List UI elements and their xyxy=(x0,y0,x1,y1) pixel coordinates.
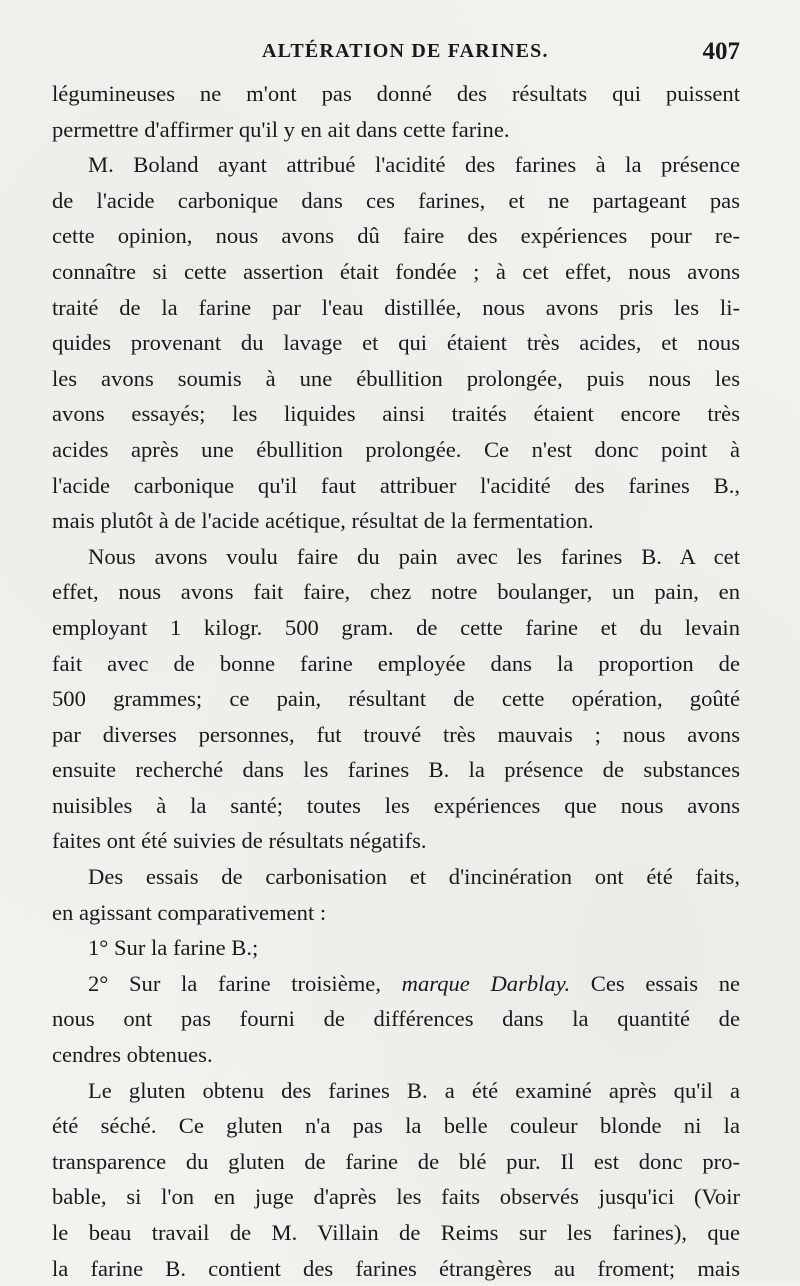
text-line: transparence du gluten de farine de blé pur. Il est donc pro- xyxy=(52,1148,740,1174)
text-line: de l'acide carbonique dans ces farines, et ne partageant pas xyxy=(52,187,740,213)
text-line: en agissant comparativement : xyxy=(52,899,327,925)
italic-brand-name: marque Darblay. xyxy=(401,970,571,996)
text-line: les avons soumis à une ébullition prolongée, puis nous les xyxy=(52,365,740,391)
text-line: cette opinion, nous avons dû faire des expériences pour re- xyxy=(52,223,740,249)
list-item-2-text: 2° Sur la farine troisième, xyxy=(88,970,402,996)
text-line: avons essayés; les liquides ainsi traités étaient encore très xyxy=(52,401,740,427)
running-head xyxy=(52,38,740,74)
list-item-2 xyxy=(52,966,740,1002)
text-line: bable, si l'on en juge d'après les faits observés jusqu'ici (Voir xyxy=(52,1184,740,1210)
paragraph-start-line: M. Boland ayant attribué l'acidité des farines à la présence xyxy=(88,152,740,178)
text-line: cendres obtenues. xyxy=(52,1042,213,1068)
text-line: acides après une ébullition prolongée. Ce n'est donc point à xyxy=(52,436,740,462)
text-line: nuisibles à la santé; toutes les expériences que nous avons xyxy=(52,792,740,818)
list-item-2-tail: Ces essais ne xyxy=(570,970,741,996)
paragraph-start-line: Des essais de carbonisation et d'incinération ont été faits, xyxy=(88,864,740,890)
paragraph-start-line: Le gluten obtenu des farines B. a été examiné après qu'il a xyxy=(88,1077,740,1103)
text-line: ensuite recherché dans les farines B. la présence de substances xyxy=(52,757,740,783)
text-line: quides provenant du lavage et qui étaient très acides, et nous xyxy=(52,330,740,356)
paragraph-start-line: Nous avons voulu faire du pain avec les farines B. A cet xyxy=(88,543,740,569)
text-line: effet, nous avons fait faire, chez notre boulanger, un pain, en xyxy=(52,579,740,605)
running-title: ALTÉRATION DE FARINES. xyxy=(262,40,549,62)
text-line: employant 1 kilogr. 500 gram. de cette farine et du levain xyxy=(52,614,740,640)
text-line: connaître si cette assertion était fondée ; à cet effet, nous avons xyxy=(52,258,740,284)
page-number: 407 xyxy=(702,38,740,65)
text-line: la farine B. contient des farines étrangères au froment; mais xyxy=(52,1255,740,1281)
text-line: été séché. Ce gluten n'a pas la belle couleur blonde ni la xyxy=(52,1113,740,1139)
text-line: par diverses personnes, fut trouvé très mauvais ; nous avons xyxy=(52,721,740,747)
text-line: faites ont été suivies de résultats négatifs. xyxy=(52,828,427,854)
body-text xyxy=(52,76,740,1286)
list-item-1: 1° Sur la farine B.; xyxy=(88,935,259,961)
text-line: traité de la farine par l'eau distillée, nous avons pris les li- xyxy=(52,294,740,320)
text-line: 500 grammes; ce pain, résultant de cette opération, goûté xyxy=(52,686,740,712)
text-line: légumineuses ne m'ont pas donné des résultats qui puissent xyxy=(52,81,740,106)
text-line: l'acide carbonique qu'il faut attribuer l'acidité des farines B., xyxy=(52,472,740,498)
text-line: mais plutôt à de l'acide acétique, résultat de la fermentation. xyxy=(52,508,594,534)
text-line: le beau travail de M. Villain de Reims sur les farines), que xyxy=(52,1220,740,1245)
text-line: fait avec de bonne farine employée dans la proportion de xyxy=(52,650,740,676)
text-line: permettre d'affirmer qu'il y en ait dans cette farine. xyxy=(52,116,510,142)
text-line: nous ont pas fourni de différences dans la quantité de xyxy=(52,1006,740,1032)
